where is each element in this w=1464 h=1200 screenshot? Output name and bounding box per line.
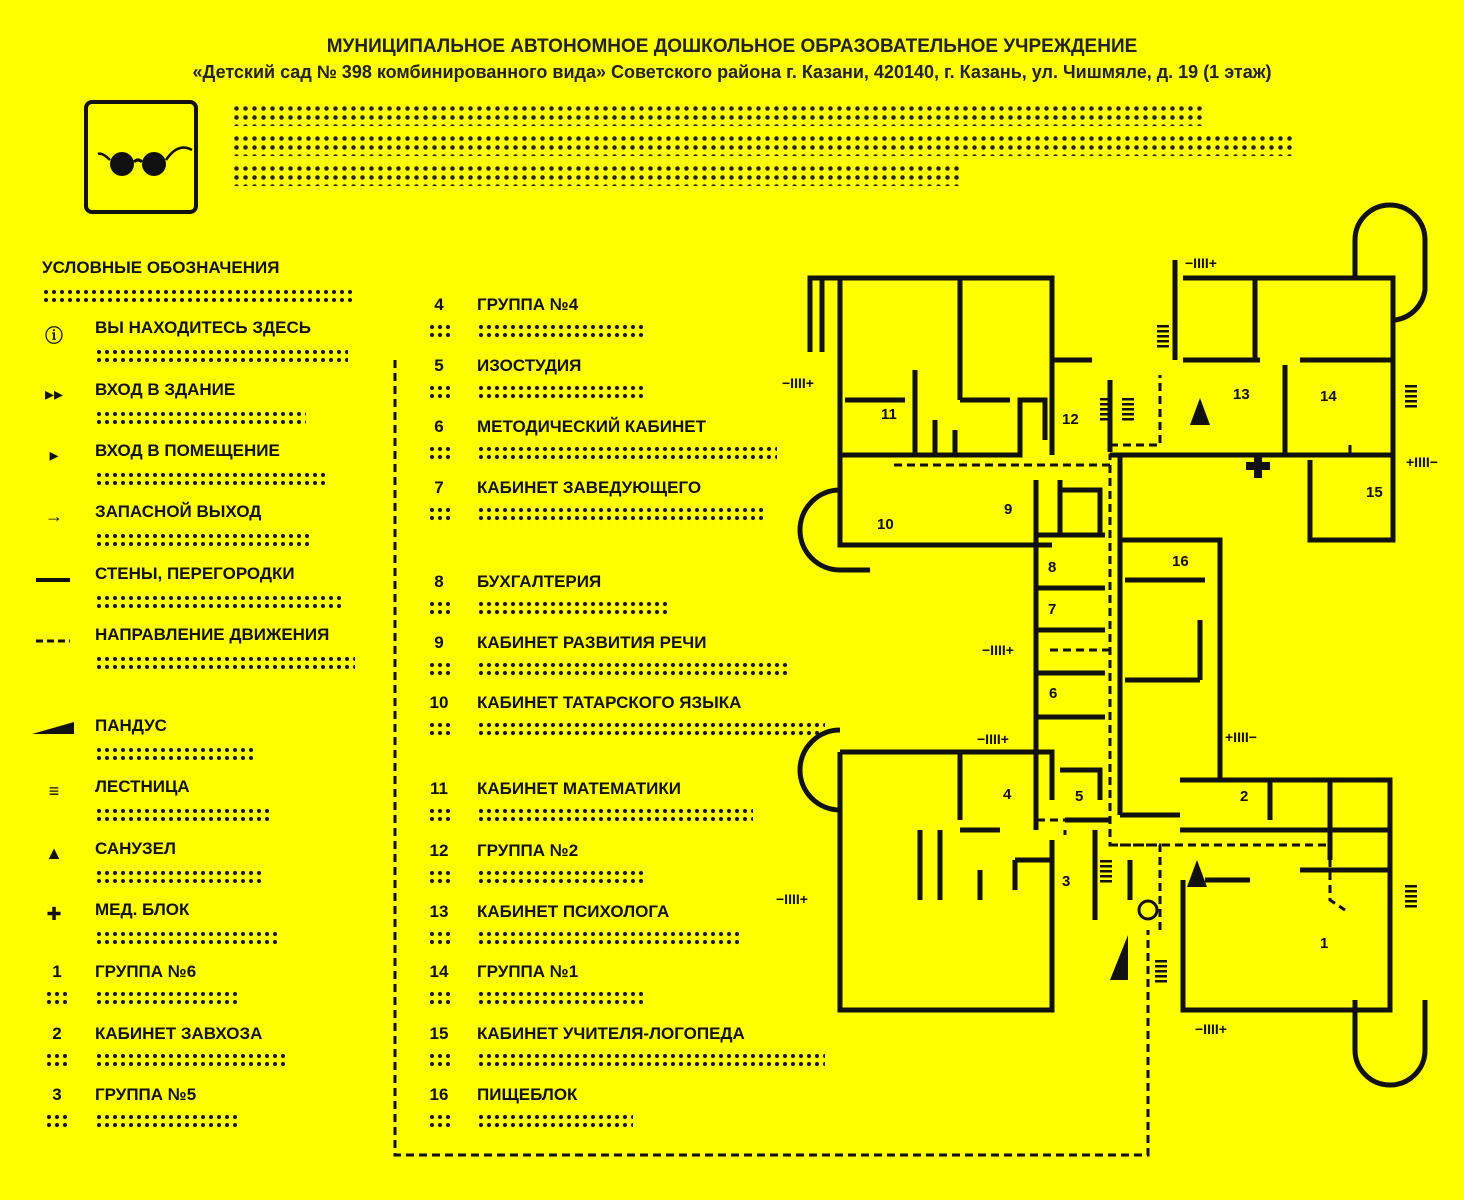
- building-entrance-icon: ▸▸: [44, 384, 64, 404]
- map-room-number: 4: [1003, 786, 1012, 803]
- room-entrance-icon: ▸: [49, 445, 59, 465]
- room-label: БУХГАЛТЕРИЯ: [477, 572, 602, 591]
- map-room-number: 9: [1004, 501, 1013, 518]
- stairs-icon: [1405, 395, 1417, 398]
- ramp-icon: [1110, 935, 1128, 980]
- stairs-icon: [1155, 980, 1167, 983]
- room-label: КАБИНЕТ ЗАВХОЗА: [95, 1024, 263, 1043]
- stairs-icon: [1157, 325, 1169, 328]
- page-subtitle: «Детский сад № 398 комбинированного вида» Советского района г. Казани, 420140, г. Казань, ул. Чишмяле, д. 19 (1 этаж): [192, 62, 1272, 82]
- wall: [1120, 455, 1220, 780]
- stairs-icon: [1122, 408, 1134, 411]
- exit-label: −IIII+: [982, 642, 1014, 658]
- map-room-number: 7: [1048, 601, 1057, 618]
- room-label: ИЗОСТУДИЯ: [477, 356, 582, 375]
- wall: [810, 278, 1092, 360]
- emergency-exit-icon: →: [45, 506, 63, 526]
- map-room-number: 1: [1320, 935, 1329, 952]
- stairs-icon: [1405, 400, 1417, 403]
- room-number: 15: [429, 1024, 449, 1043]
- map-room-number: 16: [1172, 553, 1189, 570]
- room-label: ПИЩЕБЛОК: [477, 1085, 578, 1104]
- room-number: 1: [52, 962, 62, 981]
- stairs-icon: [1100, 418, 1112, 421]
- stairs-icon: [1100, 403, 1112, 406]
- legend-title: УСЛОВНЫЕ ОБОЗНАЧЕНИЯ: [42, 258, 280, 277]
- stairs-icon: [1100, 860, 1112, 863]
- you-are-here-icon: [1139, 901, 1157, 919]
- bay-wall: [800, 730, 840, 810]
- stairs-icon: [1405, 885, 1417, 888]
- room-number: 16: [429, 1085, 449, 1104]
- map-room-number: 12: [1062, 411, 1079, 428]
- room-number: 4: [434, 295, 444, 314]
- bay-wall: [800, 490, 870, 570]
- route-path: [1110, 375, 1160, 445]
- room-label: ГРУППА №2: [477, 841, 579, 860]
- room-number: 5: [434, 356, 444, 375]
- wall: [1060, 490, 1100, 535]
- toilet-icon: [1190, 398, 1210, 425]
- room-number: 2: [52, 1024, 62, 1043]
- room-number: 12: [429, 841, 449, 860]
- toilet-icon: ▲: [45, 843, 63, 863]
- room-label: КАБИНЕТ ЗАВЕДУЮЩЕГО: [477, 478, 702, 497]
- room-number: 9: [434, 633, 444, 652]
- legend-label: НАПРАВЛЕНИЕ ДВИЖЕНИЯ: [95, 625, 330, 644]
- legend-label: ЗАПАСНОЙ ВЫХОД: [95, 502, 262, 521]
- legend-label: ВХОД В ЗДАНИЕ: [95, 380, 236, 399]
- stairs-icon: [1405, 895, 1417, 898]
- stairs-icon: [1405, 900, 1417, 903]
- stairs-icon: [1157, 340, 1169, 343]
- map-room-number: 3: [1062, 873, 1071, 890]
- room-number: 3: [52, 1085, 62, 1104]
- room-number: 13: [429, 902, 449, 921]
- exit-label: +IIII−: [1225, 729, 1257, 745]
- stairs-icon: [1157, 335, 1169, 338]
- toilet-icon: [1187, 860, 1207, 887]
- medical-icon: [1246, 454, 1270, 478]
- wall: [840, 752, 1052, 800]
- room-label: КАБИНЕТ РАЗВИТИЯ РЕЧИ: [477, 633, 707, 652]
- map-room-number: 13: [1233, 386, 1250, 403]
- stairs-icon: [1405, 890, 1417, 893]
- stairs-icon: [1155, 960, 1167, 963]
- medical-icon: ✚: [46, 904, 62, 924]
- map-room-number: 5: [1075, 788, 1084, 805]
- map-room-number: 10: [877, 516, 894, 533]
- page-title: МУНИЦИПАЛЬНОЕ АВТОНОМНОЕ ДОШКОЛЬНОЕ ОБРАЗОВАТЕЛЬНОЕ УЧРЕЖДЕНИЕ: [326, 36, 1138, 57]
- stairs-icon: [1122, 418, 1134, 421]
- map-room-number: 14: [1320, 388, 1337, 405]
- stairs-icon: ≡: [48, 781, 60, 801]
- stairs-icon: [1122, 398, 1134, 401]
- exit-label: −IIII+: [782, 375, 814, 391]
- map-room-number: 11: [881, 406, 897, 423]
- stairs-icon: [1405, 905, 1417, 908]
- stairs-icon: [1157, 345, 1169, 348]
- exit-label: +IIII−: [1406, 454, 1438, 470]
- room-label: ГРУППА №4: [477, 295, 579, 314]
- legend-label: СТЕНЫ, ПЕРЕГОРОДКИ: [95, 564, 295, 583]
- legend-label: МЕД. БЛОК: [95, 900, 190, 919]
- legend-label: ВХОД В ПОМЕЩЕНИЕ: [95, 441, 280, 460]
- stairs-icon: [1100, 870, 1112, 873]
- stairs-icon: [1100, 408, 1112, 411]
- room-label: КАБИНЕТ МАТЕМАТИКИ: [477, 779, 681, 798]
- room-label: КАБИНЕТ УЧИТЕЛЯ-ЛОГОПЕДА: [477, 1024, 745, 1043]
- map-room-number: 2: [1240, 788, 1249, 805]
- stairs-icon: [1122, 403, 1134, 406]
- room-number: 11: [430, 779, 448, 798]
- you-are-here-icon: ⓘ: [45, 326, 63, 346]
- stairs-icon: [1100, 865, 1112, 868]
- stairs-icon: [1155, 975, 1167, 978]
- room-label: ГРУППА №6: [95, 962, 197, 981]
- bay-wall: [1355, 205, 1425, 320]
- room-number: 10: [429, 693, 449, 712]
- stairs-icon: [1100, 875, 1112, 878]
- wall: [840, 752, 1052, 1010]
- stairs-icon: [1405, 385, 1417, 388]
- room-label: ГРУППА №5: [95, 1085, 197, 1104]
- map-room-number: 15: [1366, 484, 1383, 501]
- exit-label: −IIII+: [977, 731, 1009, 747]
- stairs-icon: [1155, 965, 1167, 968]
- stairs-icon: [1100, 880, 1112, 883]
- bay-wall: [1355, 1000, 1425, 1085]
- map-room-number: 6: [1049, 685, 1058, 702]
- stairs-icon: [1100, 413, 1112, 416]
- stairs-icon: [1100, 398, 1112, 401]
- room-number: 6: [434, 417, 444, 436]
- exit-label: −IIII+: [1195, 1021, 1227, 1037]
- route-path: [1110, 445, 1350, 930]
- room-number: 14: [429, 962, 449, 981]
- legend-label: ВЫ НАХОДИТЕСЬ ЗДЕСЬ: [95, 318, 311, 337]
- wall: [1180, 780, 1390, 1010]
- stairs-icon: [1405, 405, 1417, 408]
- stairs-icon: [1405, 390, 1417, 393]
- room-label: ГРУППА №1: [477, 962, 579, 981]
- room-label: КАБИНЕТ ПСИХОЛОГА: [477, 902, 670, 921]
- exit-label: −IIII+: [776, 891, 808, 907]
- room-label: КАБИНЕТ ТАТАРСКОГО ЯЗЫКА: [477, 693, 742, 712]
- stairs-icon: [1157, 330, 1169, 333]
- wall: [840, 400, 1045, 455]
- stairs-icon: [1155, 970, 1167, 973]
- legend-label: ПАНДУС: [95, 716, 167, 735]
- stairs-icon: [1122, 413, 1134, 416]
- legend-label: САНУЗЕЛ: [95, 839, 176, 858]
- exit-label: −IIII+: [1185, 255, 1217, 271]
- legend-label: ЛЕСТНИЦА: [95, 777, 190, 796]
- room-number: 8: [434, 572, 444, 591]
- wall: [1183, 278, 1393, 455]
- map-room-number: 8: [1048, 559, 1057, 576]
- room-label: МЕТОДИЧЕСКИЙ КАБИНЕТ: [477, 417, 706, 436]
- room-number: 7: [434, 478, 444, 497]
